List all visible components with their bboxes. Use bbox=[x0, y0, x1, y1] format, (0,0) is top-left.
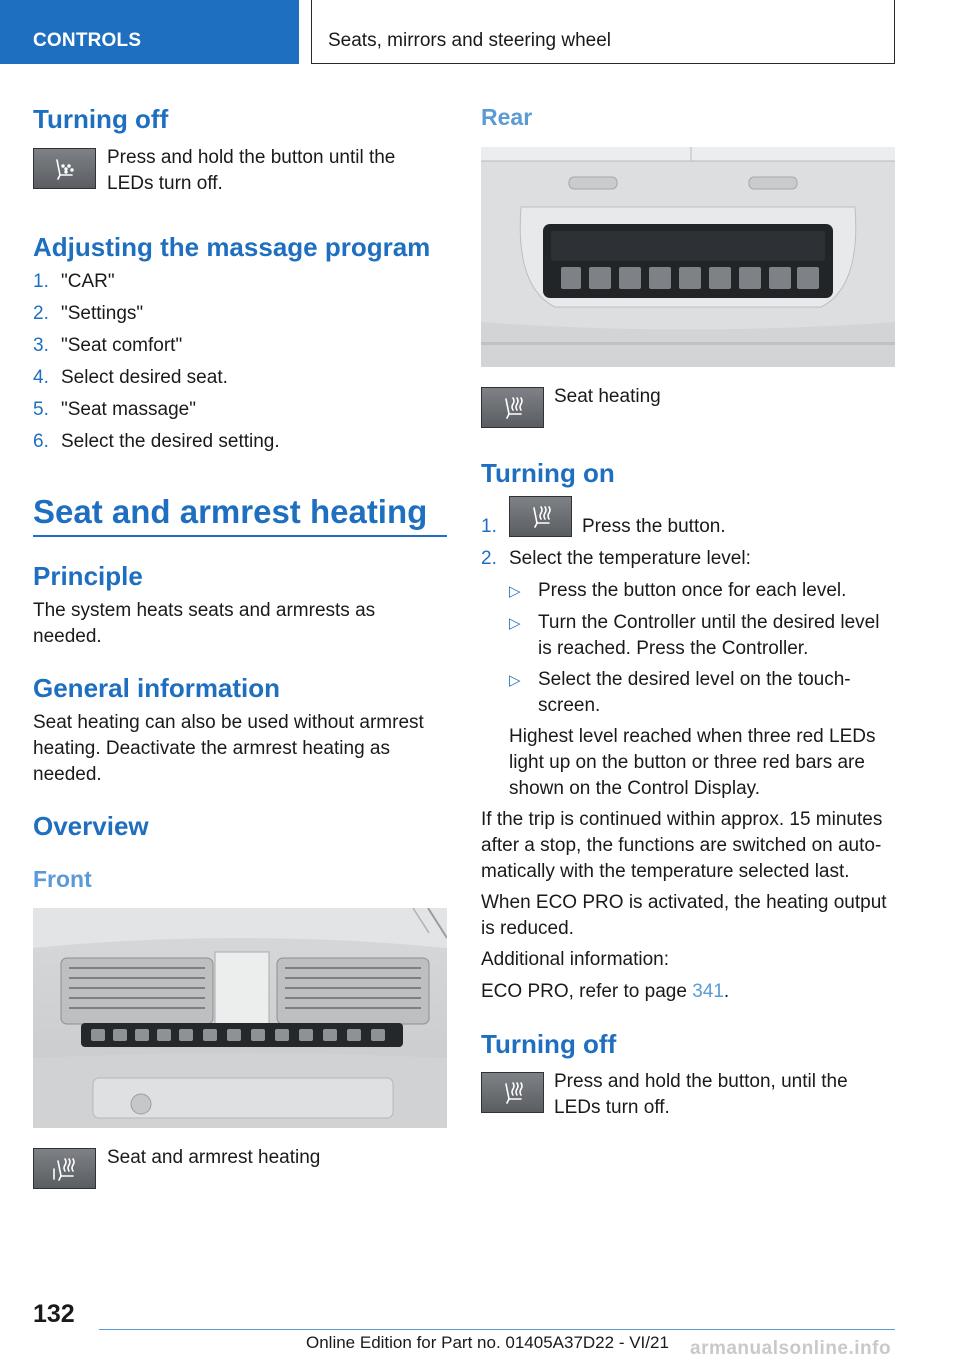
page-number: 132 bbox=[33, 1300, 75, 1328]
bullet-marker: ▷ bbox=[509, 583, 521, 600]
bullet-marker: ▷ bbox=[509, 672, 521, 689]
header-chapter-title: Seats, mirrors and steering wheel bbox=[328, 30, 612, 51]
header-chapter-box bbox=[311, 0, 895, 64]
step-1-text: Press the button. bbox=[582, 516, 726, 537]
general-info-line-1: Seat heating can also be used without armrest bbox=[33, 712, 424, 733]
general-info-line-3: needed. bbox=[33, 764, 102, 785]
bullet-3-line-1: Select the desired level on the touch- bbox=[538, 669, 851, 690]
footer-divider bbox=[99, 1329, 895, 1330]
bullet-2-line-1: Turn the Controller until the desired level bbox=[538, 612, 880, 633]
general-info-line-2: heating. Deactivate the armrest heating as bbox=[33, 738, 390, 759]
eco-pro-reference: ECO PRO, refer to page 341. bbox=[481, 981, 730, 1002]
principle-line-1: The system heats seats and armrests as bbox=[33, 600, 376, 621]
step-2-text: Select the temperature level: bbox=[509, 548, 751, 569]
turning-off-rear-line-2: LEDs turn off. bbox=[554, 1097, 670, 1118]
turning-off-text-line-1: Press and hold the button until the bbox=[107, 147, 396, 168]
seat-armrest-heating-icon bbox=[33, 1148, 96, 1189]
principle-heading: Principle bbox=[33, 561, 143, 591]
front-heading: Front bbox=[33, 866, 92, 892]
seat-massage-icon bbox=[33, 148, 96, 189]
massage-heading: Adjusting the massage program bbox=[33, 232, 431, 262]
list-item: 2. "Settings" bbox=[33, 303, 144, 324]
overview-heading: Overview bbox=[33, 811, 149, 841]
trip-text-line-3: matically with the temperature selected last. bbox=[481, 861, 850, 882]
seat-heating-icon bbox=[481, 387, 544, 428]
step-1-number: 1. bbox=[481, 516, 497, 537]
header-section-tab bbox=[0, 0, 299, 64]
header-section-label: CONTROLS bbox=[33, 30, 142, 51]
turning-on-heading: Turning on bbox=[481, 458, 615, 488]
eco-text-line-1: When ECO PRO is activated, the heating output bbox=[481, 892, 887, 913]
main-section-heading: Seat and armrest heating bbox=[33, 493, 428, 530]
bullet-3-line-2: screen. bbox=[538, 695, 601, 716]
bullet-1-line-1: Press the button once for each level. bbox=[538, 580, 847, 601]
list-item: 1. "CAR" bbox=[33, 271, 115, 292]
trip-text-line-2: after a stop, the functions are switched on auto‐ bbox=[481, 835, 882, 856]
trip-text-line-1: If the trip is continued within approx. 15 minutes bbox=[481, 809, 883, 830]
front-console-image bbox=[33, 908, 447, 1128]
bullet-marker: ▷ bbox=[509, 615, 521, 632]
highest-level-line-1: Highest level reached when three red LEDs bbox=[509, 726, 876, 747]
front-caption: Seat and armrest heating bbox=[107, 1147, 321, 1168]
highest-level-line-3: shown on the Control Display. bbox=[509, 778, 760, 799]
principle-line-2: needed. bbox=[33, 626, 102, 647]
step-2-number: 2. bbox=[481, 548, 497, 569]
turning-off-heading-rear: Turning off bbox=[481, 1029, 617, 1059]
additional-info-label: Additional information: bbox=[481, 949, 669, 970]
list-item: 4. Select desired seat. bbox=[33, 367, 228, 388]
seat-heating-icon bbox=[481, 1072, 544, 1113]
eco-text-line-2: is reduced. bbox=[481, 918, 574, 939]
rear-caption: Seat heating bbox=[554, 386, 661, 407]
turning-off-heading: Turning off bbox=[33, 104, 169, 134]
footer-edition: Online Edition for Part no. 01405A37D22 - VI/21 bbox=[306, 1333, 669, 1352]
page-reference-link[interactable]: 341 bbox=[692, 981, 724, 1002]
turning-off-rear-line-1: Press and hold the button, until the bbox=[554, 1071, 848, 1092]
section-divider bbox=[33, 535, 447, 537]
list-item: 5. "Seat massage" bbox=[33, 399, 196, 420]
general-info-heading: General information bbox=[33, 673, 281, 703]
watermark: armanualsonline.info bbox=[690, 1338, 892, 1359]
rear-console-image bbox=[481, 147, 895, 367]
highest-level-line-2: light up on the button or three red bars are bbox=[509, 752, 865, 773]
bullet-2-line-2: is reached. Press the Controller. bbox=[538, 638, 809, 659]
massage-steps-list bbox=[33, 269, 433, 461]
list-item: 3. "Seat comfort" bbox=[33, 335, 183, 356]
seat-heating-icon bbox=[509, 496, 572, 537]
rear-heading: Rear bbox=[481, 104, 533, 130]
list-item: 6. Select the desired setting. bbox=[33, 431, 280, 452]
turning-off-text-line-2: LEDs turn off. bbox=[107, 173, 223, 194]
